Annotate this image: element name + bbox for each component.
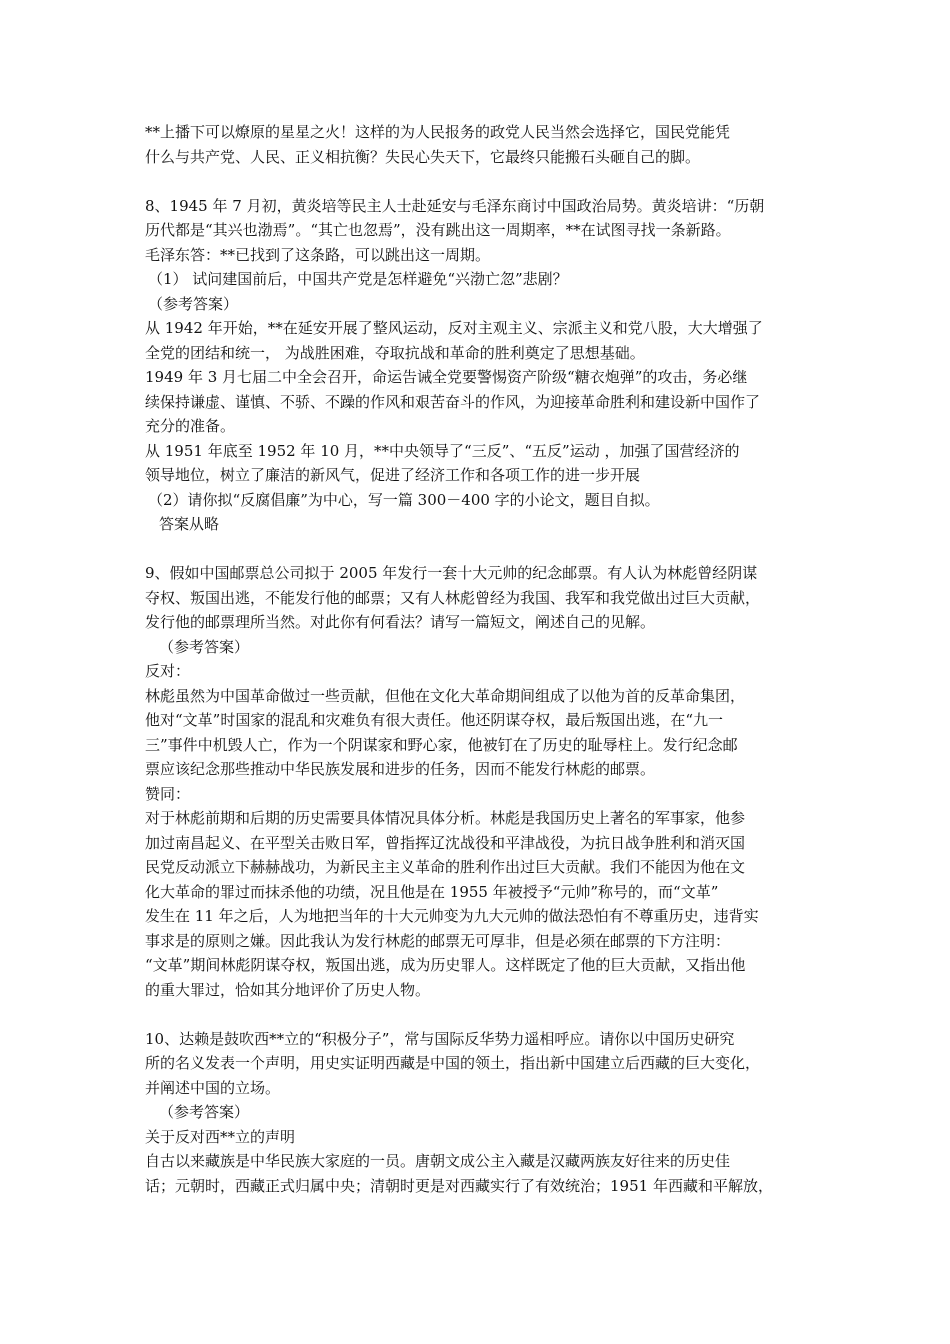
reference-answer-label: （参考答案） [159,637,250,656]
question-line: 10、达赖是鼓吹西**立的“积极分子”，常与国际反华势力遥相呼应。请你以中国历史研究 [145,1029,735,1048]
answer-line: “文革”期间林彪阴谋夺权，叛国出逃，成为历史罪人。这样既定了他的巨大贡献，又指出他 [145,956,746,974]
answer-line: 对于林彪前期和后期的历史需要具体情况具体分析。林彪是我国历史上著名的军事家，他参 [145,809,746,827]
answer-line: 从 1951 年底至 1952 年 10 月，**中央领导了“三反”、“五反”运动 ，加强了国营经济的 [145,441,740,460]
paragraph-gap [145,169,810,194]
answer-line: 领导地位，树立了廉洁的新风气，促进了经济工作和各项工作的进一步开展 [145,466,641,484]
answer-line: 话；元朝时，西藏正式归属中央；清朝时更是对西藏实行了有效统治；1951 年西藏和平解放， [145,1176,773,1195]
question-line: 历代都是“其兴也渤焉”。“其亡也忽焉”，没有跳出这一周期率，**在试图寻找一条新路。 [145,221,731,239]
reference-answer-label: （参考答案） [159,1103,250,1121]
question-line: 9、假如中国邮票总公司拟于 2005 年发行一套十大元帅的纪念邮票。有人认为林彪曾经阴谋 [145,564,758,582]
question-line: 并阐述中国的立场。 [145,1078,281,1097]
question-line: 夺权、叛国出逃，不能发行他的邮票；又有人林彪曾经为我国、我军和我党做出过巨大贡献， [145,588,761,607]
sub-question-1: （1） 试问建国前后，中国共产党是怎样避免“兴渤亡忽”悲剧？ [148,270,568,288]
answer-line: 化大革命的罪过而抹杀他的功绩，况且他是在 1955 年被授予“元帅”称号的，而“文革” [145,882,719,901]
agree-label: 赞同： [145,784,191,803]
answer-line: 自古以来藏族是中华民族大家庭的一员。唐朝文成公主入藏是汉藏两族友好往来的历史佳 [145,1152,731,1170]
answer-line: 三”事件中机毁人亡，作为一个阴谋家和野心家，他被钉在了历史的耻辱柱上。发行纪念邮 [145,735,738,754]
answer-line: 他对“文革”时国家的混乱和灾难负有很大责任。他还阴谋夺权，最后叛国出逃，在“九一 [145,711,724,729]
paragraph-gap [145,1002,810,1027]
answer-line: 事求是的原则之嫌。因此我认为发行林彪的邮票无可厚非，但是必须在邮票的下方注明： [145,931,731,950]
answer-line: 的重大罪过，恰如其分地评价了历史人物。 [145,980,431,999]
statement-title: 关于反对西**立的声明 [145,1127,296,1146]
question-line: 毛泽东答：**已找到了这条路，可以跳出这一周期。 [145,245,491,264]
answer-line: 充分的准备。 [145,417,236,435]
answer-line: 发生在 11 年之后，人为地把当年的十大元帅变为九大元帅的做法恐怕有不尊重历史，违背实 [145,907,759,925]
sub-question-2: （2）请你拟“反腐倡廉”为中心，写一篇 300－400 字的小论文，题目自拟。 [148,490,660,509]
answer-line: 从 1942 年开始，**在延安开展了整风运动，反对主观主义、宗派主义和党八股，大大增强了 [145,319,763,337]
question-8 [145,194,810,537]
question-9 [145,561,810,1002]
answer-line: 续保持谦虚、谨慎、不骄、不躁的作风和艰苦奋斗的作风，为迎接革命胜利和建设新中国作了 [145,392,761,411]
paragraph-gap [145,537,810,562]
question-line: 发行他的邮票理所当然。对此你有何看法？请写一篇短文，阐述自己的见解。 [145,613,656,631]
text-line: 什么与共产党、人民、正义相抗衡？失民心失天下，它最终只能搬石头砸自己的脚。 [145,147,701,166]
intro-paragraph [145,120,810,169]
text-line: **上播下可以燎原的星星之火！这样的为人民报务的政党人民当然会选择它，国民党能凭 [145,123,731,141]
question-10 [145,1027,810,1199]
answer-line: 林彪虽然为中国革命做过一些贡献，但他在文化大革命期间组成了以他为首的反革命集团， [145,686,746,705]
reference-answer-label: （参考答案） [148,294,239,313]
answer-line: 票应该纪念那些推动中华民族发展和进步的任务，因而不能发行林彪的邮票。 [145,760,656,778]
document-body [145,120,810,1198]
answer-line: 全党的团结和统一， 为战胜困难，夺取抗战和革命的胜利奠定了思想基础。 [145,343,645,362]
answer-line: 加过南昌起义、在平型关击败日军，曾指挥辽沈战役和平津战役，为抗日战争胜利和消灭国 [145,833,746,852]
oppose-label: 反对： [145,662,191,680]
answer-line: 民党反动派立下赫赫战功，为新民主主义革命的胜利作出过巨大贡献。我们不能因为他在文 [145,858,746,876]
question-line: 所的名义发表一个声明，用史实证明西藏是中国的领土，指出新中国建立后西藏的巨大变化， [145,1054,761,1072]
answer-line: 1949 年 3 月七届二中全会召开，命运告诫全党要警惕资产阶级“糖衣炮弹”的攻击，务必继 [145,368,748,386]
sub-question-2-answer: 答案从略 [159,515,220,533]
question-line: 8、1945 年 7 月初，黄炎培等民主人士赴延安与毛泽东商讨中国政治局势。黄炎培讲：“历朝 [145,196,765,215]
